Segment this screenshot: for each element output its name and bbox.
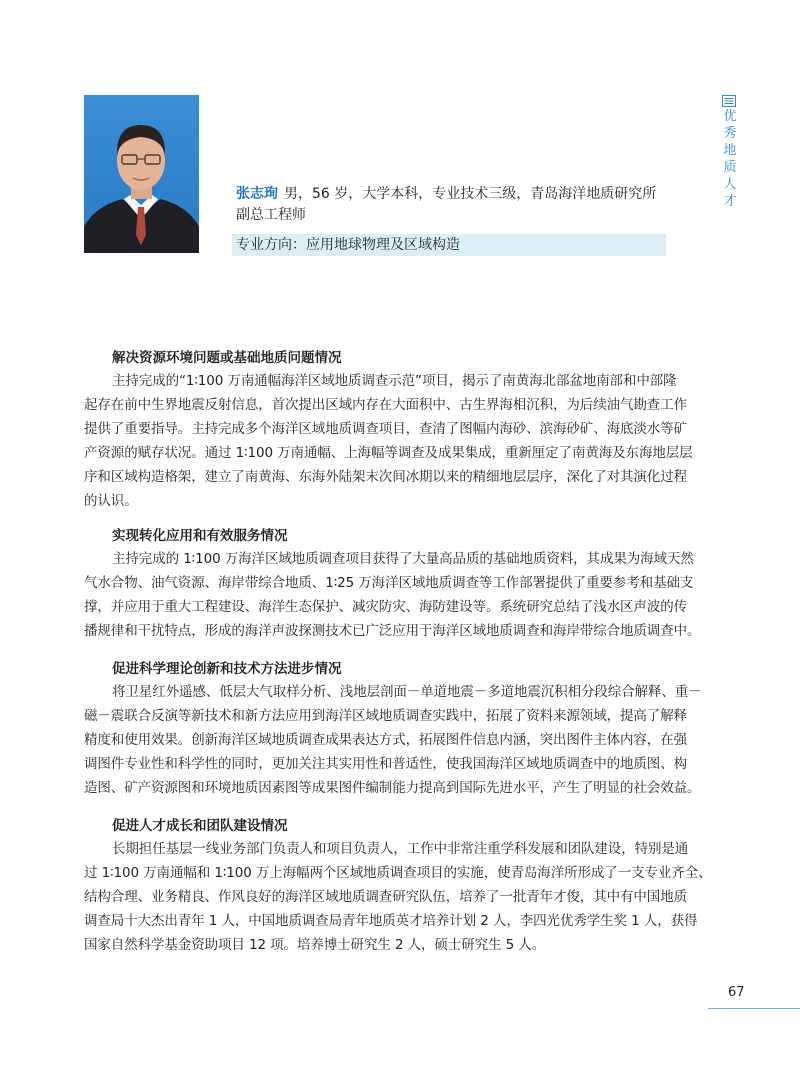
section-title: 促进科学理论创新和技术方法进步情况 — [112, 661, 342, 677]
text-line: 主持完成的 1∶100 万海洋区域地质调查项目获得了大量高品质的基础地质资料，其成果为海域天然 — [112, 551, 694, 567]
side-label-char: 质 — [723, 160, 737, 175]
text-line: 的认识。 — [84, 493, 138, 509]
text-line: 提供了重要指导。主持完成多个海洋区域地质调查项目，查清了图幅内海砂、滨海砂矿、海底淡水等矿 — [84, 421, 687, 437]
section-resource-environment — [84, 347, 693, 513]
text-line: 结构合理、业务精良、作风良好的海洋区域地质调查研究队伍，培养了一批青年才俊，其中有中国地质 — [84, 889, 687, 905]
section-talent-team — [84, 815, 712, 957]
side-label-char: 才 — [723, 194, 737, 209]
section-innovation — [84, 658, 702, 800]
text-line: 起存在前中生界地震反射信息，首次提出区域内存在大面积中、古生界海相沉积，为后续油气勘查工作 — [84, 397, 687, 413]
side-label-char: 优 — [723, 109, 737, 124]
text-line: 气水合物、油气资源、海岸带综合地质、1∶25 万海洋区域地质调查等工作部署提供了重要参考和基础支 — [84, 575, 694, 591]
portrait-photo — [84, 95, 199, 253]
section-body — [84, 369, 693, 513]
side-label-char: 秀 — [723, 126, 737, 141]
professional-field: 专业方向：应用地球物理及区域构造 — [236, 237, 460, 253]
text-line: 序和区域构造格架，建立了南黄海、东海外陆架末次间冰期以来的精细地层层序，深化了对其演化过程 — [84, 469, 687, 485]
section-title: 实现转化应用和有效服务情况 — [112, 528, 288, 544]
section-body — [84, 680, 702, 800]
side-section-label — [721, 108, 739, 210]
page-number: 67 — [728, 985, 745, 1000]
person-name: 张志珣 — [236, 186, 278, 202]
section-body — [84, 837, 712, 957]
profile-header — [236, 184, 676, 205]
person-title: 副总工程师 — [236, 207, 306, 223]
page-number-rule — [708, 1008, 800, 1009]
person-summary: 男，56 岁，大学本科，专业技术三级，青岛海洋地质研究所 — [284, 186, 657, 202]
text-line: 播规律和干扰特点，形成的海洋声波探测技术已广泛应用于海洋区域地质调查和海岸带综合地质调查中。 — [84, 623, 701, 639]
section-application-service — [84, 525, 701, 643]
text-line: 精度和使用效果。创新海洋区域地质调查成果表达方式，拓展图件信息内涵，突出图件主体内容，在强 — [84, 732, 687, 748]
section-title: 促进人才成长和团队建设情况 — [112, 818, 288, 834]
text-line: 造图、矿产资源图和环境地质因素图等成果图件编制能力提高到国际先进水平，产生了明显的社会效益。 — [84, 780, 701, 796]
section-title: 解决资源环境问题或基础地质问题情况 — [112, 350, 342, 366]
text-line: 调图件专业性和科学性的同时，更加关注其实用性和普适性，使我国海洋区域地质调查中的地质图、构 — [84, 756, 687, 772]
text-line: 过 1∶100 万南通幅和 1∶100 万上海幅两个区域地质调查项目的实施，使青岛海洋所形成了一支专业齐全、 — [84, 865, 712, 881]
text-line: 产资源的赋存状况。通过 1∶100 万南通幅、上海幅等调查及成果集成，重新厘定了南黄海及东海地层层 — [84, 445, 693, 461]
text-line: 撑，并应用于重大工程建设、海洋生态保护、减灾防灾、海防建设等。系统研究总结了浅水区声波的传 — [84, 599, 687, 615]
text-line: 将卫星红外遥感、低层大气取样分析、浅地层剖面－单道地震－多道地震沉积相分段综合解释、重－ — [112, 684, 702, 700]
side-label-char: 人 — [723, 177, 737, 192]
text-line: 调查局十大杰出青年 1 人，中国地质调查局青年地质英才培养计划 2 人，李四光优秀学生奖 1 人，获得 — [84, 913, 698, 929]
side-label-char: 地 — [723, 143, 737, 158]
text-line: 磁－震联合反演等新技术和新方法应用到海洋区域地质调查实践中，拓展了资料来源领域，提高了解释 — [84, 708, 687, 724]
book-icon — [722, 92, 736, 104]
text-line: 主持完成的“1∶100 万南通幅海洋区域地质调查示范”项目，揭示了南黄海北部盆地南部和中部隆 — [112, 373, 677, 389]
section-body — [84, 547, 701, 643]
text-line: 国家自然科学基金资助项目 12 项。培养博士研究生 2 人，硕士研究生 5 人。 — [84, 937, 546, 953]
text-line: 长期担任基层一线业务部门负责人和项目负责人，工作中非常注重学科发展和团队建设，特别是通 — [112, 841, 689, 857]
